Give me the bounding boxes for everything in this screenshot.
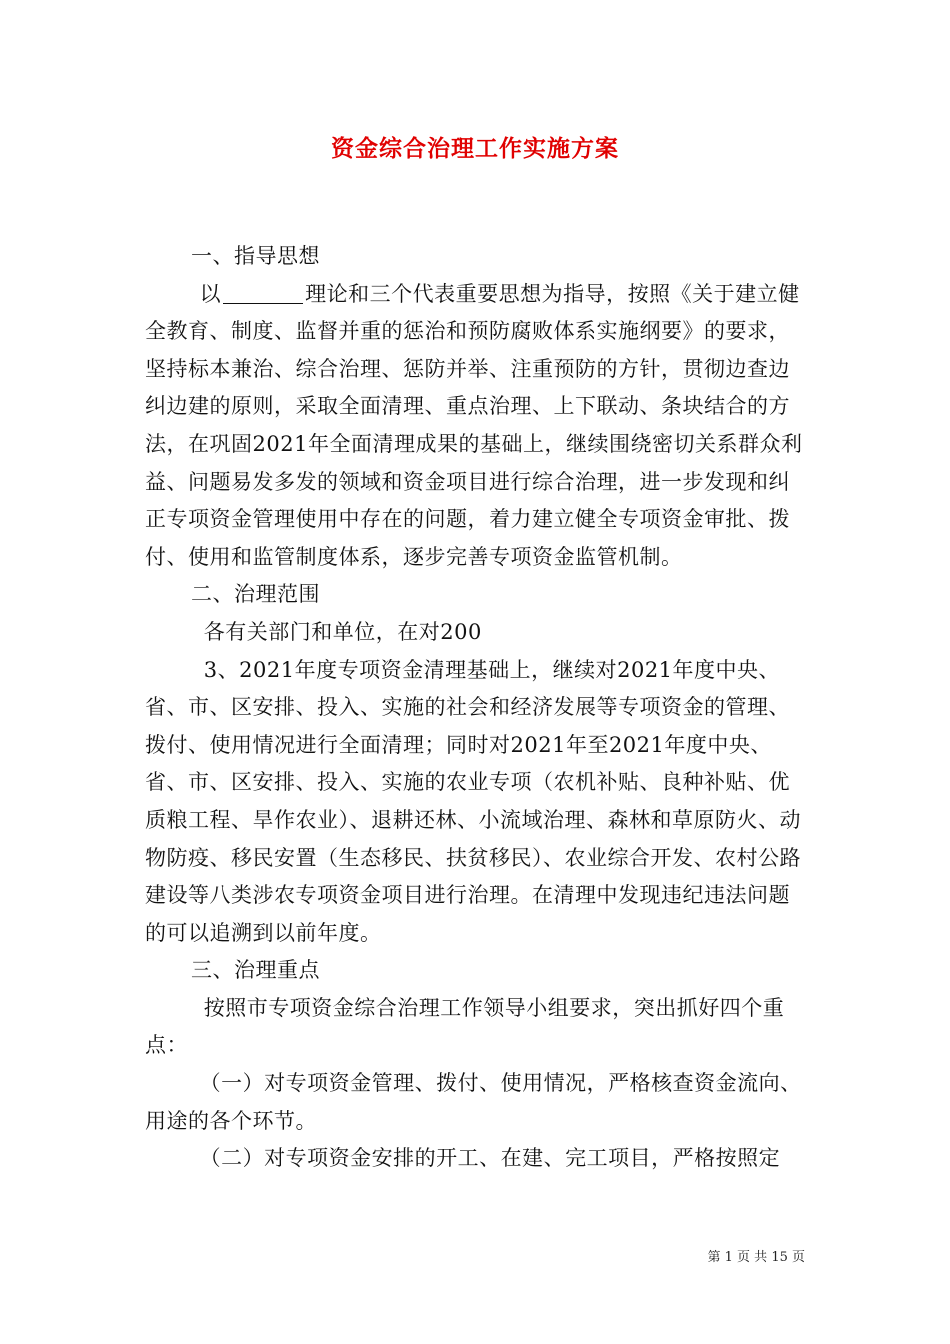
fill-in-blank	[223, 280, 303, 304]
paragraph-guiding-ideology	[145, 276, 810, 577]
paragraph-text-before-blank: 以	[199, 281, 222, 306]
page-number-footer: 第 1 页 共 15 页	[707, 1250, 805, 1265]
paragraph-scope-detail: 3、2021年度专项资金清理基础上，继续对2021年度中央、省、市、区安排、投入、实施的社会和经济发展等专项资金的管理、拨付、使用情况进行全面清理；同时对2021年至2021年度中央、省、市、区安排、投入、实施的农业专项（农机补贴、良种补贴、优质粮工程、旱作农业）、退耕还林、小流域治理、森林和草原防火、动物防疫、移民安置（生态移民、扶贫移民）、农业综合开发、农村公路建设等八类涉农专项资金项目进行治理。在清理中发现违纪违法问题的可以追溯到以前年度。	[145, 657, 801, 945]
document-title: 资金综合治理工作实施方案	[331, 135, 619, 162]
list-item-key-point-1: （一）对专项资金管理、拨付、使用情况，严格核查资金流向、用途的各个环节。	[145, 1071, 802, 1133]
paragraph-scope-intro: 各有关部门和单位，在对200	[203, 619, 482, 644]
section-heading-scope: 二、治理范围	[191, 582, 320, 607]
paragraph-text-after-blank: 理论和三个代表重要思想为指导，按照《关于建立健全教育、制度、监督并重的惩治和预防腐败体系实施纲要》的要求，坚持标本兼治、综合治理、惩防并举、注重预防的方针，贯彻边查边纠边建的原则，采取全面清理、重点治理、上下联动、条块结合的方法，在巩固2021年全面清理成果的基础上，继续围绕密切关系群众利益、问题易发多发的领域和资金项目进行综合治理，进一步发现和纠正专项资金管理使用中存在的问题，着力建立健全专项资金审批、拨付、使用和监管制度体系，逐步完善专项资金监管机制。	[145, 281, 803, 569]
document-body	[145, 238, 810, 1178]
section-heading-guiding-ideology: 一、指导思想	[191, 244, 320, 268]
section-heading-key-points: 三、治理重点	[191, 958, 320, 983]
list-item-key-point-2: （二）对专项资金安排的开工、在建、完工项目，严格按照定	[199, 1146, 781, 1171]
paragraph-key-points-intro: 按照市专项资金综合治理工作领导小组要求，突出抓好四个重点：	[145, 995, 785, 1058]
